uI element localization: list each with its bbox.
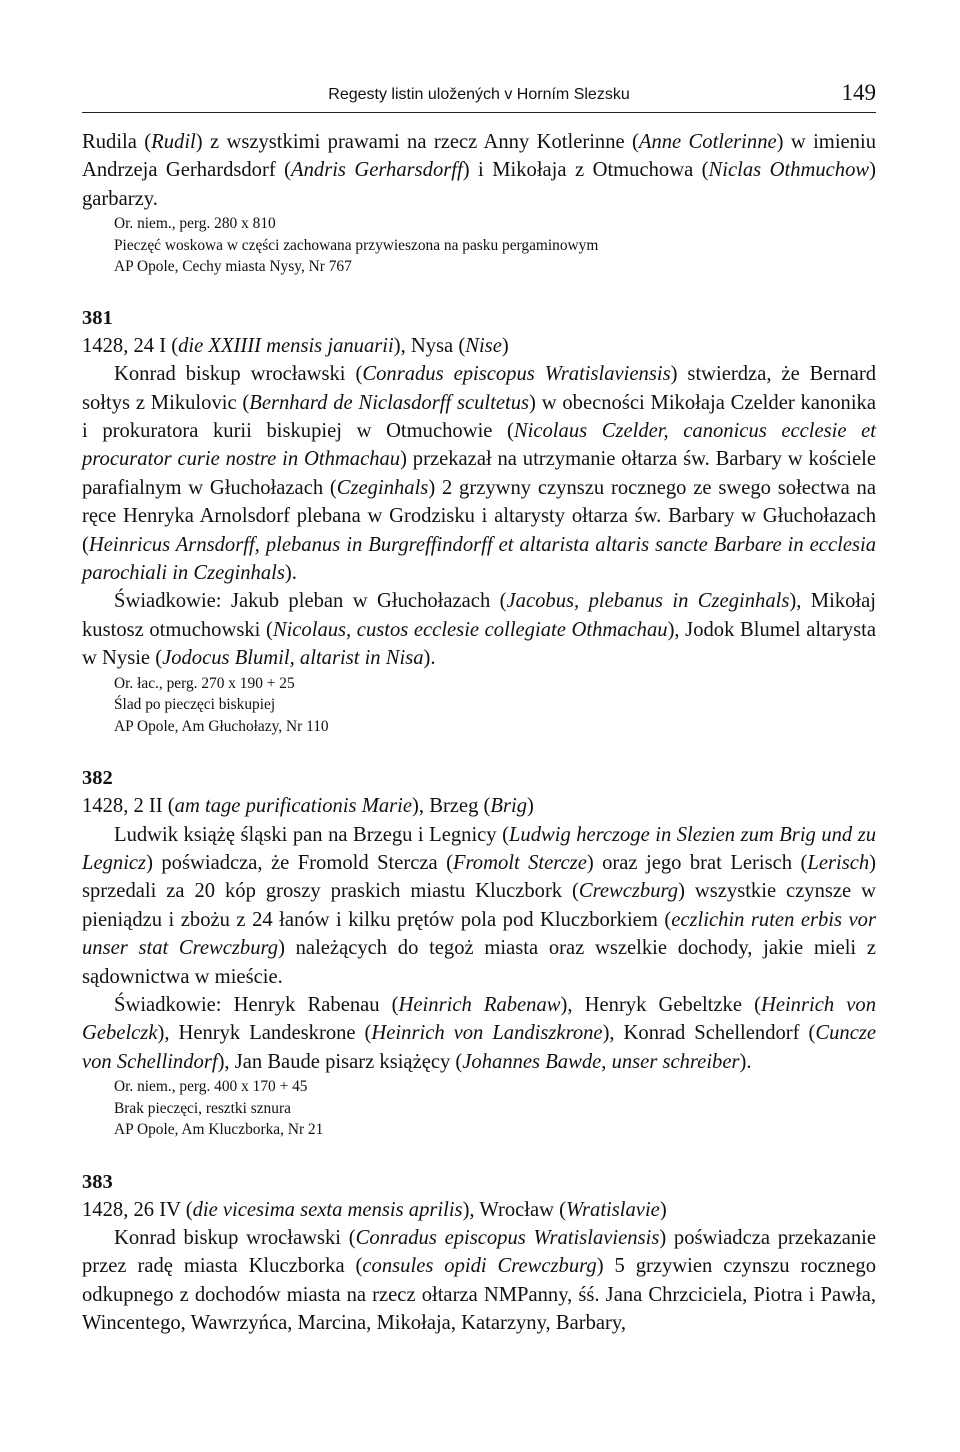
text-run: Konrad biskup wrocławski ( [114, 363, 363, 386]
italic-run: Anne Cotlerinne [638, 131, 777, 153]
meta-line: Or. niem., perg. 280 x 810 [114, 215, 276, 233]
meta-line: Or. niem., perg. 400 x 170 + 45 [114, 1078, 308, 1096]
meta-line: Or. łac., perg. 270 x 190 + 25 [114, 674, 295, 692]
regest-entry-383 [82, 1168, 876, 1338]
entry-number: 383 [82, 1170, 113, 1193]
text-run: ), Wrocław ( [462, 1198, 566, 1221]
entry-paragraph [82, 1224, 876, 1338]
italic-run: die XXIIII mensis januarii [178, 334, 394, 357]
meta-line: AP Opole, Am Kluczborka, Nr 21 [114, 1121, 324, 1139]
italic-run: Nicolaus, custos ecclesie collegiate Othmachau [272, 618, 668, 641]
italic-run: Brig [490, 795, 528, 818]
entry-witnesses [82, 587, 876, 672]
text-run: Ludwik książę śląski pan na Brzegu i Legnicy ( [114, 823, 509, 846]
meta-line: Pieczęć woskowa w części zachowana przywieszona na pasku pergaminowym [114, 236, 599, 254]
prev-entry-text [82, 128, 876, 213]
italic-run: Heinrich Rabenaw [398, 993, 561, 1016]
text-run: ), Jodok Blumel altarysta w Nysie ( [82, 618, 876, 670]
text-run: ) 5 grzywien czynszu rocznego odkupnego z dochodów miasta na rzecz ołtarza NMPanny, śś. Jana Chrzciciela, Piotra i Pawła, Wincentego, Wawrzyńca, Marcina, Mikołaja, Katarzyny, Barbary, [82, 1255, 876, 1335]
entry-paragraph [82, 821, 876, 991]
running-title: Regesty listin uložených v Horním Slezsku [328, 86, 630, 103]
italic-run: eczlichin ruten erbis vor unser stat Crewczburg [82, 908, 876, 960]
text-run: ) przekazał na utrzymanie ołtarza św. Barbary w kościele parafialnym w Głuchołazach ( [82, 448, 876, 499]
regest-entry-382 [82, 764, 876, 1141]
document-page [82, 76, 876, 1338]
italic-run: Johannes Bawde, unser schreiber [462, 1050, 740, 1073]
entry-witnesses [82, 991, 876, 1076]
text-run: ), Konrad Schellendorf ( [602, 1022, 816, 1045]
italic-run: Fromolt Stercze [452, 851, 587, 874]
italic-run: Niclas Othmuchow [708, 159, 870, 182]
text-run: ) poświadcza, że Fromold Stercza ( [146, 851, 453, 874]
italic-run: Bernhard de Niclasdorff scultetus [249, 391, 530, 414]
page-header [82, 76, 876, 113]
text-run: ), Brzeg ( [412, 795, 491, 818]
italic-run: Nicolaus Czelder, canonicus ecclesie et procurator curie nostre in Othmachau [82, 419, 876, 471]
italic-run: Ludwig herczoge in Slezien zum Brig und zu Legnicz [82, 823, 876, 874]
meta-line: Ślad po pieczęci biskupiej [114, 696, 276, 714]
italic-run: Czeginhals [336, 476, 429, 499]
italic-run: Rudil [151, 131, 196, 153]
text-run: ) [659, 1198, 667, 1221]
text-run: ). [423, 647, 436, 670]
text-run: ). [284, 561, 297, 584]
entry-paragraph [82, 360, 876, 587]
text-run: 1428, 26 IV ( [82, 1198, 193, 1221]
text-run: ) garbarzy. [82, 159, 876, 210]
text-run: ) w obecności Mikołaja Czelder kanonika i prokuratora kurii biskupiej w Otmuchowie ( [82, 391, 876, 442]
italic-run: Andris Gerharsdorff [291, 159, 463, 182]
text-run: ) 2 grzywny czynszu rocznego ze swego sołectwa na ręce Henryka Arnolsdorf plebana w Grodzisku i altarysty ołtarza św. Barbary w Głuchołazach ( [82, 476, 876, 556]
italic-run: Conradus episcopus Wratislaviensis [355, 1227, 660, 1250]
text-run: Konrad biskup wrocławski ( [114, 1227, 356, 1250]
text-run: ), Henryk Landeskrone ( [157, 1022, 372, 1045]
text-run: ). [739, 1050, 752, 1073]
italic-run: Jacobus, plebanus in Czeginhals [506, 590, 790, 613]
regest-entry-381 [82, 304, 876, 737]
italic-run: Lerisch [807, 851, 870, 874]
text-run: Świadkowie: Jakub pleban w Głuchołazach ( [114, 590, 507, 613]
meta-line: AP Opole, Am Głuchołazy, Nr 110 [114, 717, 329, 735]
page-number: 149 [841, 80, 876, 105]
text-run: ) [527, 795, 534, 818]
italic-run: Cuncze von Schellindorf [82, 1022, 876, 1073]
italic-run: Heinricus Arnsdorff, plebanus in Burgreffindorff et altarista altaris sancte Barbare in ecclesia parochiali in Czeginhals [82, 533, 876, 584]
text-run: ), Jan Baude pisarz książęcy ( [217, 1050, 463, 1073]
text-run: ) sprzedali za 20 kóp groszy praskich miastu Kluczbork ( [82, 851, 876, 903]
italic-run: Nise [465, 334, 502, 357]
text-run: ), Mikołaj kustosz otmuchowski ( [82, 590, 876, 641]
meta-line: AP Opole, Cechy miasta Nysy, Nr 767 [114, 258, 352, 276]
entry-date-line [82, 332, 876, 360]
text-run: ) w imieniu Andrzeja Gerhardsdorf ( [82, 131, 876, 182]
meta-line: Brak pieczęci, resztki sznura [114, 1099, 291, 1117]
text-run: ) poświadcza przekazanie przez radę miasta Kluczborka ( [82, 1227, 877, 1278]
entry-number: 382 [82, 767, 113, 790]
text-run: ) należących do tegoż miasta oraz wszelkie dochody, jakie mieli z sądownictwa w mieście. [82, 937, 876, 988]
entry-number: 381 [82, 306, 113, 329]
text-run: ) i Mikołaja z Otmuchowa ( [462, 159, 709, 182]
italic-run: Heinrich von Gebelczk [82, 993, 877, 1045]
text-run: ) wszystkie czynsze w pieniądzu i zbożu z 24 łanów i kilku prętów pola pod Kluczborkiem ( [82, 880, 876, 931]
italic-run: Wratislavie [566, 1198, 660, 1221]
text-run: ) stwierdza, że Bernard sołtys z Mikulovic ( [82, 363, 876, 414]
text-run: ) [501, 334, 509, 357]
italic-run: Heinrich von Landiszkrone [371, 1022, 603, 1045]
text-run: Świadkowie: Henryk Rabenau ( [114, 993, 399, 1016]
text-run: ), Henryk Gebeltzke ( [560, 993, 761, 1016]
italic-run: am tage purificationis Marie [174, 795, 413, 818]
text-run: 1428, 2 II ( [82, 795, 175, 818]
text-run: ), Nysa ( [393, 334, 466, 357]
entry-date-line [82, 792, 876, 820]
italic-run: Conradus episcopus Wratislaviensis [362, 363, 671, 386]
entry-date-line [82, 1196, 876, 1224]
text-run: ) oraz jego brat Lerisch ( [586, 851, 808, 874]
text-run: ) z wszystkimi prawami na rzecz Anny Kotlerinne ( [195, 131, 639, 153]
prev-entry-meta [82, 213, 876, 278]
italic-run: die vicesima sexta mensis aprilis [192, 1198, 463, 1221]
italic-run: Jodocus Blumil, altarist in Nisa [162, 647, 424, 670]
italic-run: Crewczburg [578, 880, 679, 903]
text-run: Rudila ( [82, 131, 152, 153]
italic-run: consules opidi Crewczburg [362, 1255, 597, 1278]
text-run: 1428, 24 I ( [82, 334, 179, 357]
